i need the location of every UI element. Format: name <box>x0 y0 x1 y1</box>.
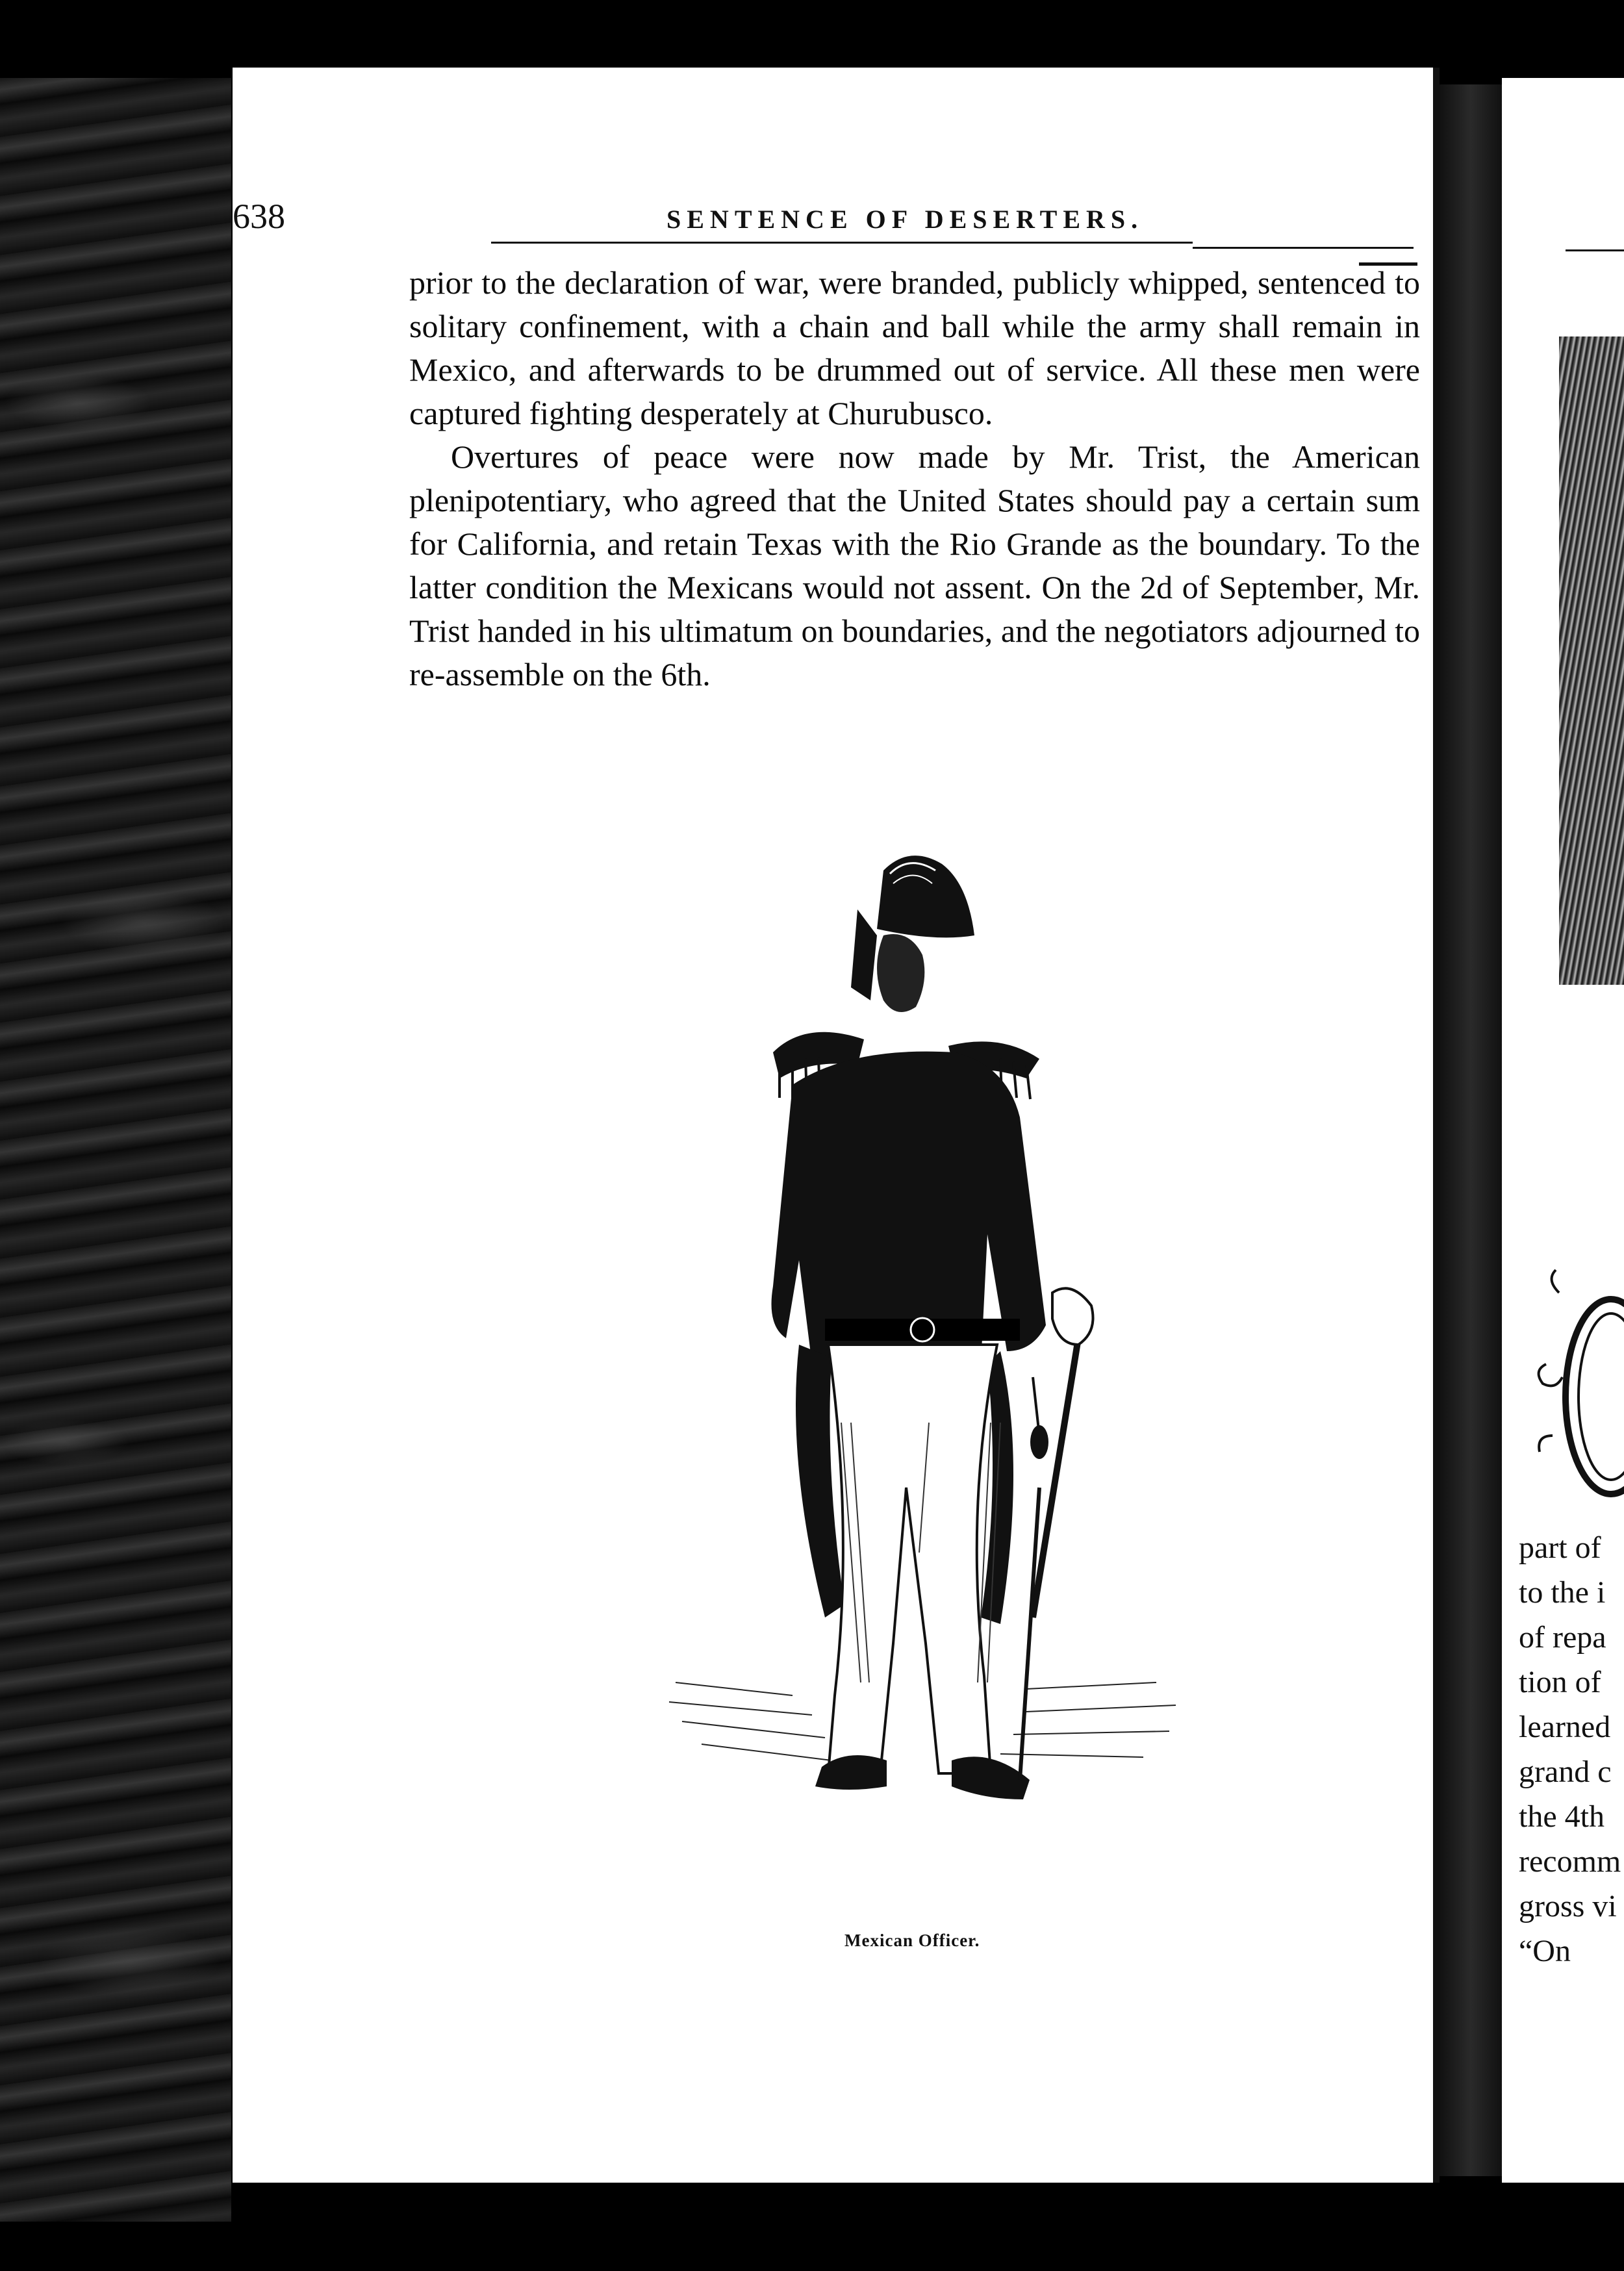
mexican-officer-illustration <box>663 838 1208 1903</box>
facing-page-line: learned <box>1519 1710 1611 1744</box>
facing-page-line: of repa <box>1519 1620 1606 1655</box>
facing-page-ornamental-initial <box>1533 1267 1624 1501</box>
facing-page-line: grand c <box>1519 1755 1612 1789</box>
facing-page-line: to the i <box>1519 1575 1606 1610</box>
facing-page-line: recomm <box>1519 1844 1621 1879</box>
facing-page-line: part of <box>1519 1530 1601 1565</box>
facing-page-line: tion of <box>1519 1665 1601 1699</box>
facing-page-line: the 4th <box>1519 1799 1605 1834</box>
facing-page-engraving <box>1559 336 1624 985</box>
illustration-caption: Mexican Officer. <box>844 1931 980 1950</box>
body-text <box>409 261 1420 696</box>
page-number: 638 <box>233 197 285 236</box>
book-gutter <box>1440 84 1502 2176</box>
marbled-book-edge <box>0 78 231 2222</box>
paragraph: prior to the declaration of war, were branded, publicly whipped, sentenced to solitary confinement, with a chain and ball while the army shall remain in Mexico, and afterwards to be drummed out of service. All these men were captured fighting desperately at Churubusco. <box>409 264 1420 431</box>
header-rule-right <box>1193 247 1414 249</box>
facing-page-line: “On <box>1519 1934 1571 1968</box>
paragraph: Overtures of peace were now made by Mr. Trist, the American plenipotentiary, who agreed that the United States should pay a certain sum for California, and retain Texas with the Rio Grande as the boundary. To the latter condition the Mexicans would not assent. On the 2d of September, Mr. Trist handed in his ultimatum on boundaries, and the negotiators adjourned to re-assemble on the 6th. <box>409 438 1420 692</box>
facing-page-header-rule <box>1566 249 1624 251</box>
header-rule-left <box>491 242 1193 244</box>
running-head: SENTENCE OF DESERTERS. <box>666 205 1144 234</box>
facing-page-text <box>1519 1525 1621 1973</box>
facing-page-line: gross vi <box>1519 1889 1617 1923</box>
